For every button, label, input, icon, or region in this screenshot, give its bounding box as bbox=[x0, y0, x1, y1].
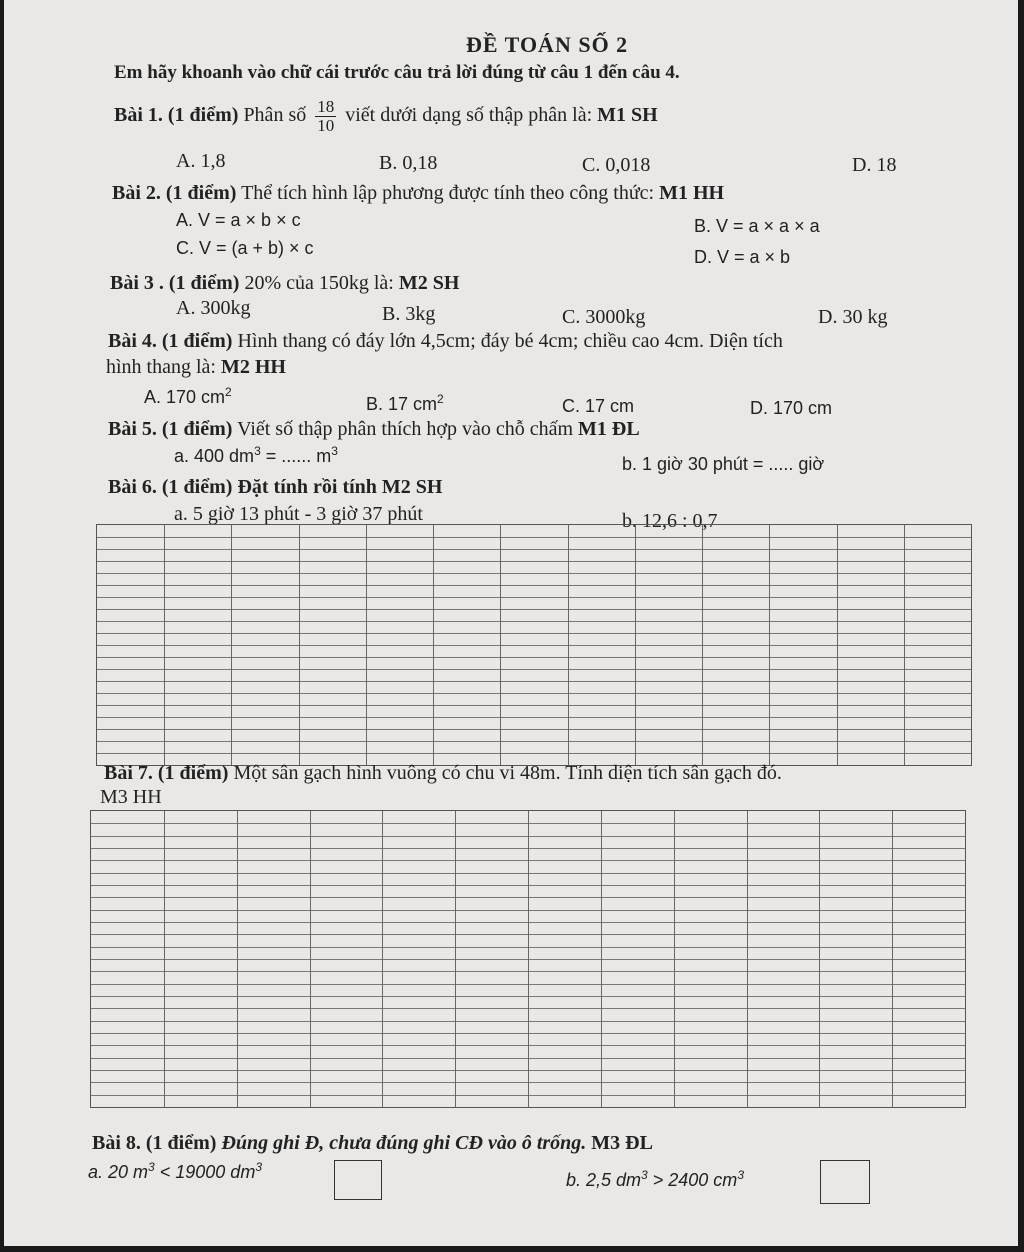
q1-text-after: viết dưới dạng số thập phân là: bbox=[345, 104, 593, 127]
question-7 bbox=[104, 762, 782, 785]
grid-column-line bbox=[568, 525, 569, 765]
q8-part-a bbox=[88, 1160, 262, 1183]
grid-column-line bbox=[237, 811, 238, 1107]
grid-column-line bbox=[819, 811, 820, 1107]
q6-text: Đặt tính rồi tính bbox=[237, 476, 377, 498]
q3-option-c[interactable]: C. 3000kg bbox=[562, 306, 646, 328]
q2-option-d[interactable]: D. V = a × b bbox=[694, 247, 791, 267]
q4-label: Bài 4. (1 điểm) bbox=[108, 330, 233, 352]
q3-option-d[interactable]: D. 30 kg bbox=[818, 306, 888, 328]
grid-row-line bbox=[97, 537, 971, 538]
q8-b-mid: > 2400 cm bbox=[652, 1170, 738, 1190]
grid-row-line bbox=[97, 645, 971, 646]
grid-column-line bbox=[164, 811, 165, 1107]
grid-column-line bbox=[702, 525, 703, 765]
q4-option-b[interactable] bbox=[366, 392, 444, 415]
question-4-line2 bbox=[106, 356, 286, 379]
q5-tag: M1 ĐL bbox=[578, 418, 640, 440]
grid-column-line bbox=[500, 525, 501, 765]
grid-row-line bbox=[97, 717, 971, 718]
q4-option-c-text: C. 17 cm bbox=[562, 396, 635, 416]
q1-fraction bbox=[315, 98, 336, 135]
q1-label: Bài 1. (1 điểm) bbox=[114, 104, 239, 127]
grid-column-line bbox=[837, 525, 838, 765]
q3-text: 20% của 150kg là: bbox=[244, 272, 394, 294]
q2-option-b[interactable]: B. V = a × a × a bbox=[694, 216, 820, 236]
q5-part-b[interactable]: b. 1 giờ 30 phút = ..... giờ bbox=[622, 454, 825, 474]
q5-a-left: a. 400 dm bbox=[174, 446, 255, 466]
grid-column-line bbox=[674, 811, 675, 1107]
q4-option-b-sup: 2 bbox=[437, 392, 444, 406]
q6-part-b: b. 12,6 : 0,7 bbox=[622, 510, 718, 532]
grid-row-line bbox=[97, 585, 971, 586]
q5-text: Viết số thập phân thích hợp vào chỗ chấm bbox=[237, 418, 574, 440]
q8-a-answer-box[interactable] bbox=[334, 1160, 382, 1200]
question-5 bbox=[108, 418, 640, 441]
q7-label: Bài 7. (1 điểm) bbox=[104, 762, 229, 784]
q8-label: Bài 8. (1 điểm) bbox=[92, 1132, 217, 1154]
instruction: Em hãy khoanh vào chữ cái trước câu trả lời đúng từ câu 1 đến câu 4. bbox=[114, 62, 680, 83]
q3-label: Bài 3 . (1 điểm) bbox=[110, 272, 240, 294]
q2-label: Bài 2. (1 điểm) bbox=[112, 182, 237, 204]
q3-option-b[interactable]: B. 3kg bbox=[382, 303, 436, 325]
grid-row-line bbox=[97, 741, 971, 742]
grid-column-line bbox=[299, 525, 300, 765]
q8-part-b bbox=[566, 1168, 744, 1191]
grid-column-line bbox=[366, 525, 367, 765]
grid-row-line bbox=[97, 669, 971, 670]
q2-option-a[interactable]: A. V = a × b × c bbox=[176, 210, 301, 230]
q2-tag: M1 HH bbox=[659, 182, 725, 204]
q1-option-a[interactable]: A. 1,8 bbox=[176, 150, 226, 172]
grid-column-line bbox=[892, 811, 893, 1107]
grid-column-line bbox=[310, 811, 311, 1107]
grid-column-line bbox=[164, 525, 165, 765]
q5-a-exp1: 3 bbox=[254, 444, 261, 458]
q8-b-left: b. 2,5 dm bbox=[566, 1170, 642, 1190]
q4-option-b-text: B. 17 cm bbox=[366, 394, 438, 414]
q5-part-a[interactable] bbox=[174, 444, 338, 467]
exam-sheet bbox=[4, 0, 1018, 1246]
grid-row-line bbox=[97, 753, 971, 754]
q4-text: Hình thang có đáy lớn 4,5cm; đáy bé 4cm; chiều cao 4cm. Diện tích bbox=[237, 330, 783, 352]
q1-numerator: 18 bbox=[317, 97, 335, 116]
q5-a-exp2: 3 bbox=[331, 444, 338, 458]
question-2 bbox=[112, 182, 724, 205]
q7-text: Một sân gạch hình vuông có chu vi 48m. Tính diện tích sân gạch đó. bbox=[233, 762, 782, 784]
grid-column-line bbox=[231, 525, 232, 765]
q3-tag: M2 SH bbox=[398, 272, 460, 294]
grid-column-line bbox=[904, 525, 905, 765]
q3-option-a[interactable]: A. 300kg bbox=[176, 297, 251, 319]
page-title: ĐỀ TOÁN SỐ 2 bbox=[466, 32, 629, 57]
q1-tag: M1 SH bbox=[597, 104, 658, 127]
q8-text: Đúng ghi Đ, chưa đúng ghi CĐ vào ô trống. bbox=[221, 1132, 587, 1154]
q1-denominator: 10 bbox=[317, 116, 335, 135]
grid-column-line bbox=[528, 811, 529, 1107]
q1-option-c[interactable]: C. 0,018 bbox=[582, 154, 651, 176]
grid-row-line bbox=[97, 657, 971, 658]
q4-option-d-text: D. 170 cm bbox=[750, 398, 833, 418]
q6-tag: M2 SH bbox=[381, 476, 443, 498]
grid-row-line bbox=[97, 729, 971, 730]
grid-column-line bbox=[769, 525, 770, 765]
q8-a-left: a. 20 m bbox=[88, 1162, 149, 1182]
q8-a-exp1: 3 bbox=[148, 1160, 155, 1174]
grid-row-line bbox=[97, 705, 971, 706]
q4-option-c[interactable] bbox=[562, 396, 634, 417]
grid-row-line bbox=[97, 681, 971, 682]
question-1 bbox=[114, 98, 658, 135]
q4-tag: M2 HH bbox=[220, 356, 286, 378]
q4-option-a[interactable] bbox=[144, 385, 232, 408]
grid-row-line bbox=[97, 609, 971, 610]
q4-option-a-sup: 2 bbox=[225, 385, 232, 399]
grid-row-line bbox=[97, 549, 971, 550]
grid-row-line bbox=[97, 573, 971, 574]
grid-row-line bbox=[97, 597, 971, 598]
q4-option-d[interactable] bbox=[750, 398, 832, 419]
q1-option-d[interactable]: D. 18 bbox=[852, 154, 897, 176]
grid-column-line bbox=[747, 811, 748, 1107]
work-grid-q6[interactable] bbox=[96, 524, 972, 766]
q6-label: Bài 6. (1 điểm) bbox=[108, 476, 233, 498]
grid-column-line bbox=[382, 811, 383, 1107]
q4-option-a-text: A. 170 cm bbox=[144, 387, 226, 407]
q8-tag: M3 ĐL bbox=[591, 1132, 653, 1154]
q5-a-mid: = ...... m bbox=[265, 446, 332, 466]
q1-option-b[interactable]: B. 0,18 bbox=[379, 152, 438, 174]
grid-column-line bbox=[601, 811, 602, 1107]
grid-row-line bbox=[97, 633, 971, 634]
question-8 bbox=[92, 1132, 653, 1155]
grid-row-line bbox=[97, 693, 971, 694]
grid-column-line bbox=[635, 525, 636, 765]
grid-row-line bbox=[97, 621, 971, 622]
grid-column-line bbox=[433, 525, 434, 765]
q8-b-exp1: 3 bbox=[641, 1168, 648, 1182]
grid-row-line bbox=[97, 561, 971, 562]
q2-text: Thể tích hình lập phương được tính theo công thức: bbox=[241, 182, 655, 204]
question-3 bbox=[110, 272, 459, 295]
work-grid-q7[interactable] bbox=[90, 810, 966, 1108]
question-6 bbox=[108, 476, 442, 499]
q1-text-before: Phân số bbox=[243, 104, 307, 127]
q8-a-mid: < 19000 dm bbox=[159, 1162, 256, 1182]
q4-text2: hình thang là: bbox=[106, 356, 216, 378]
q7-tag: M3 HH bbox=[100, 786, 162, 808]
question-4 bbox=[108, 330, 783, 353]
q8-b-answer-box[interactable] bbox=[820, 1160, 870, 1204]
q5-label: Bài 5. (1 điểm) bbox=[108, 418, 233, 440]
q6-part-a: a. 5 giờ 13 phút - 3 giờ 37 phút bbox=[174, 503, 423, 525]
grid-column-line bbox=[455, 811, 456, 1107]
q2-option-c[interactable]: C. V = (a + b) × c bbox=[176, 238, 314, 258]
q8-a-exp2: 3 bbox=[255, 1160, 262, 1174]
q8-b-exp2: 3 bbox=[737, 1168, 744, 1182]
